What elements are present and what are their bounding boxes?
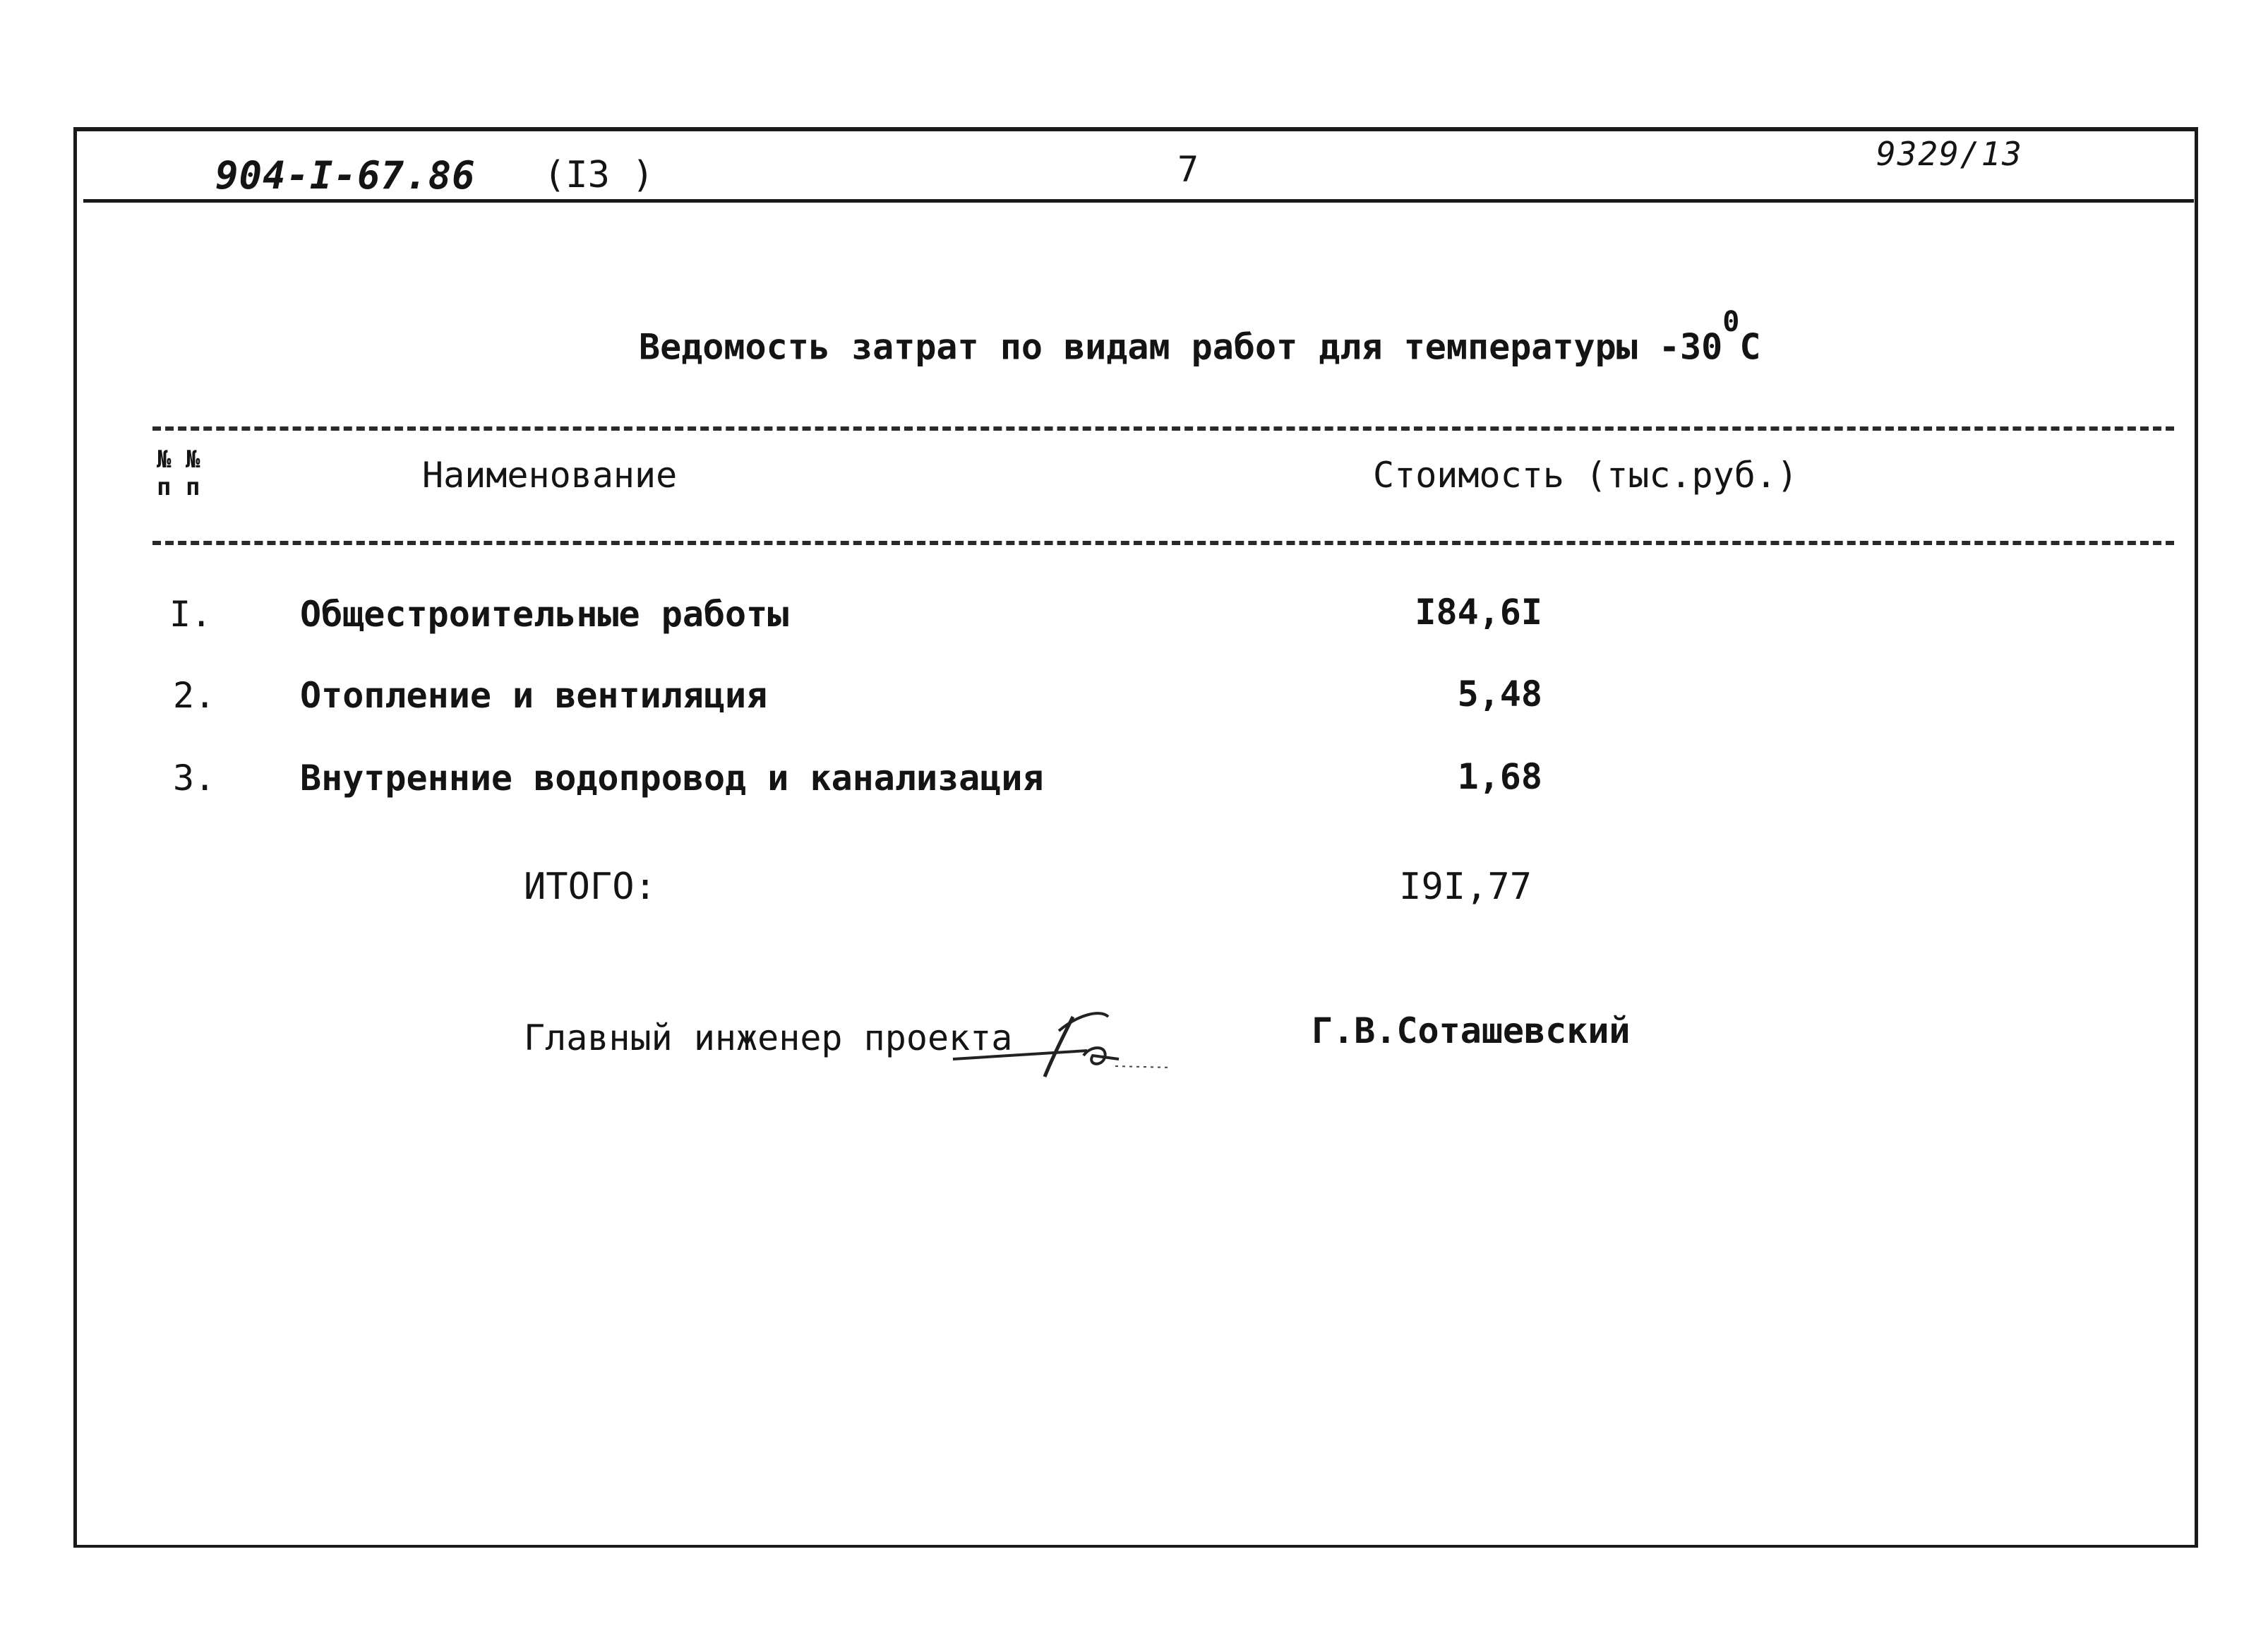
document-code: 904-I-67.86 — [215, 153, 476, 198]
row-number: 3. — [173, 758, 216, 799]
row-value: 1,68 — [1457, 756, 1542, 797]
title-degree: 0 — [1722, 306, 1740, 338]
sheet-number: (I3 ) — [544, 154, 654, 196]
registration-number: 9329/13 — [1876, 135, 2023, 173]
signatory-role: Главный инженер проекта — [524, 1017, 1013, 1058]
table-header-divider — [152, 541, 2174, 545]
total-label: ИТОГО: — [524, 866, 656, 908]
column-header-cost: Стоимость (тыс.руб.) — [1373, 455, 1799, 496]
title-text: Ведомость затрат по видам работ для температуры -30 — [639, 326, 1723, 368]
column-header-number-line1: № № — [157, 446, 200, 474]
title-unit: C — [1739, 326, 1761, 368]
table-top-divider — [152, 426, 2174, 431]
row-name: Внутренние водопровод и канализация — [300, 758, 1044, 799]
header-divider — [83, 199, 2194, 203]
column-header-number — [157, 446, 200, 501]
row-name: Общестроительные работы — [300, 594, 789, 635]
column-header-number-line2: п п — [157, 473, 200, 502]
row-number: I. — [169, 594, 212, 635]
row-name: Отопление и вентиляция — [300, 675, 768, 716]
row-value: I84,6I — [1415, 592, 1542, 633]
page-number: 7 — [1177, 149, 1199, 190]
page-title — [639, 306, 1761, 368]
signatory-name: Г.В.Соташевский — [1312, 1010, 1631, 1051]
handwritten-signature — [939, 988, 1221, 1087]
row-number: 2. — [173, 675, 216, 716]
total-value: I9I,77 — [1399, 866, 1532, 908]
column-header-name: Наименование — [422, 455, 678, 496]
row-value: 5,48 — [1457, 674, 1542, 715]
